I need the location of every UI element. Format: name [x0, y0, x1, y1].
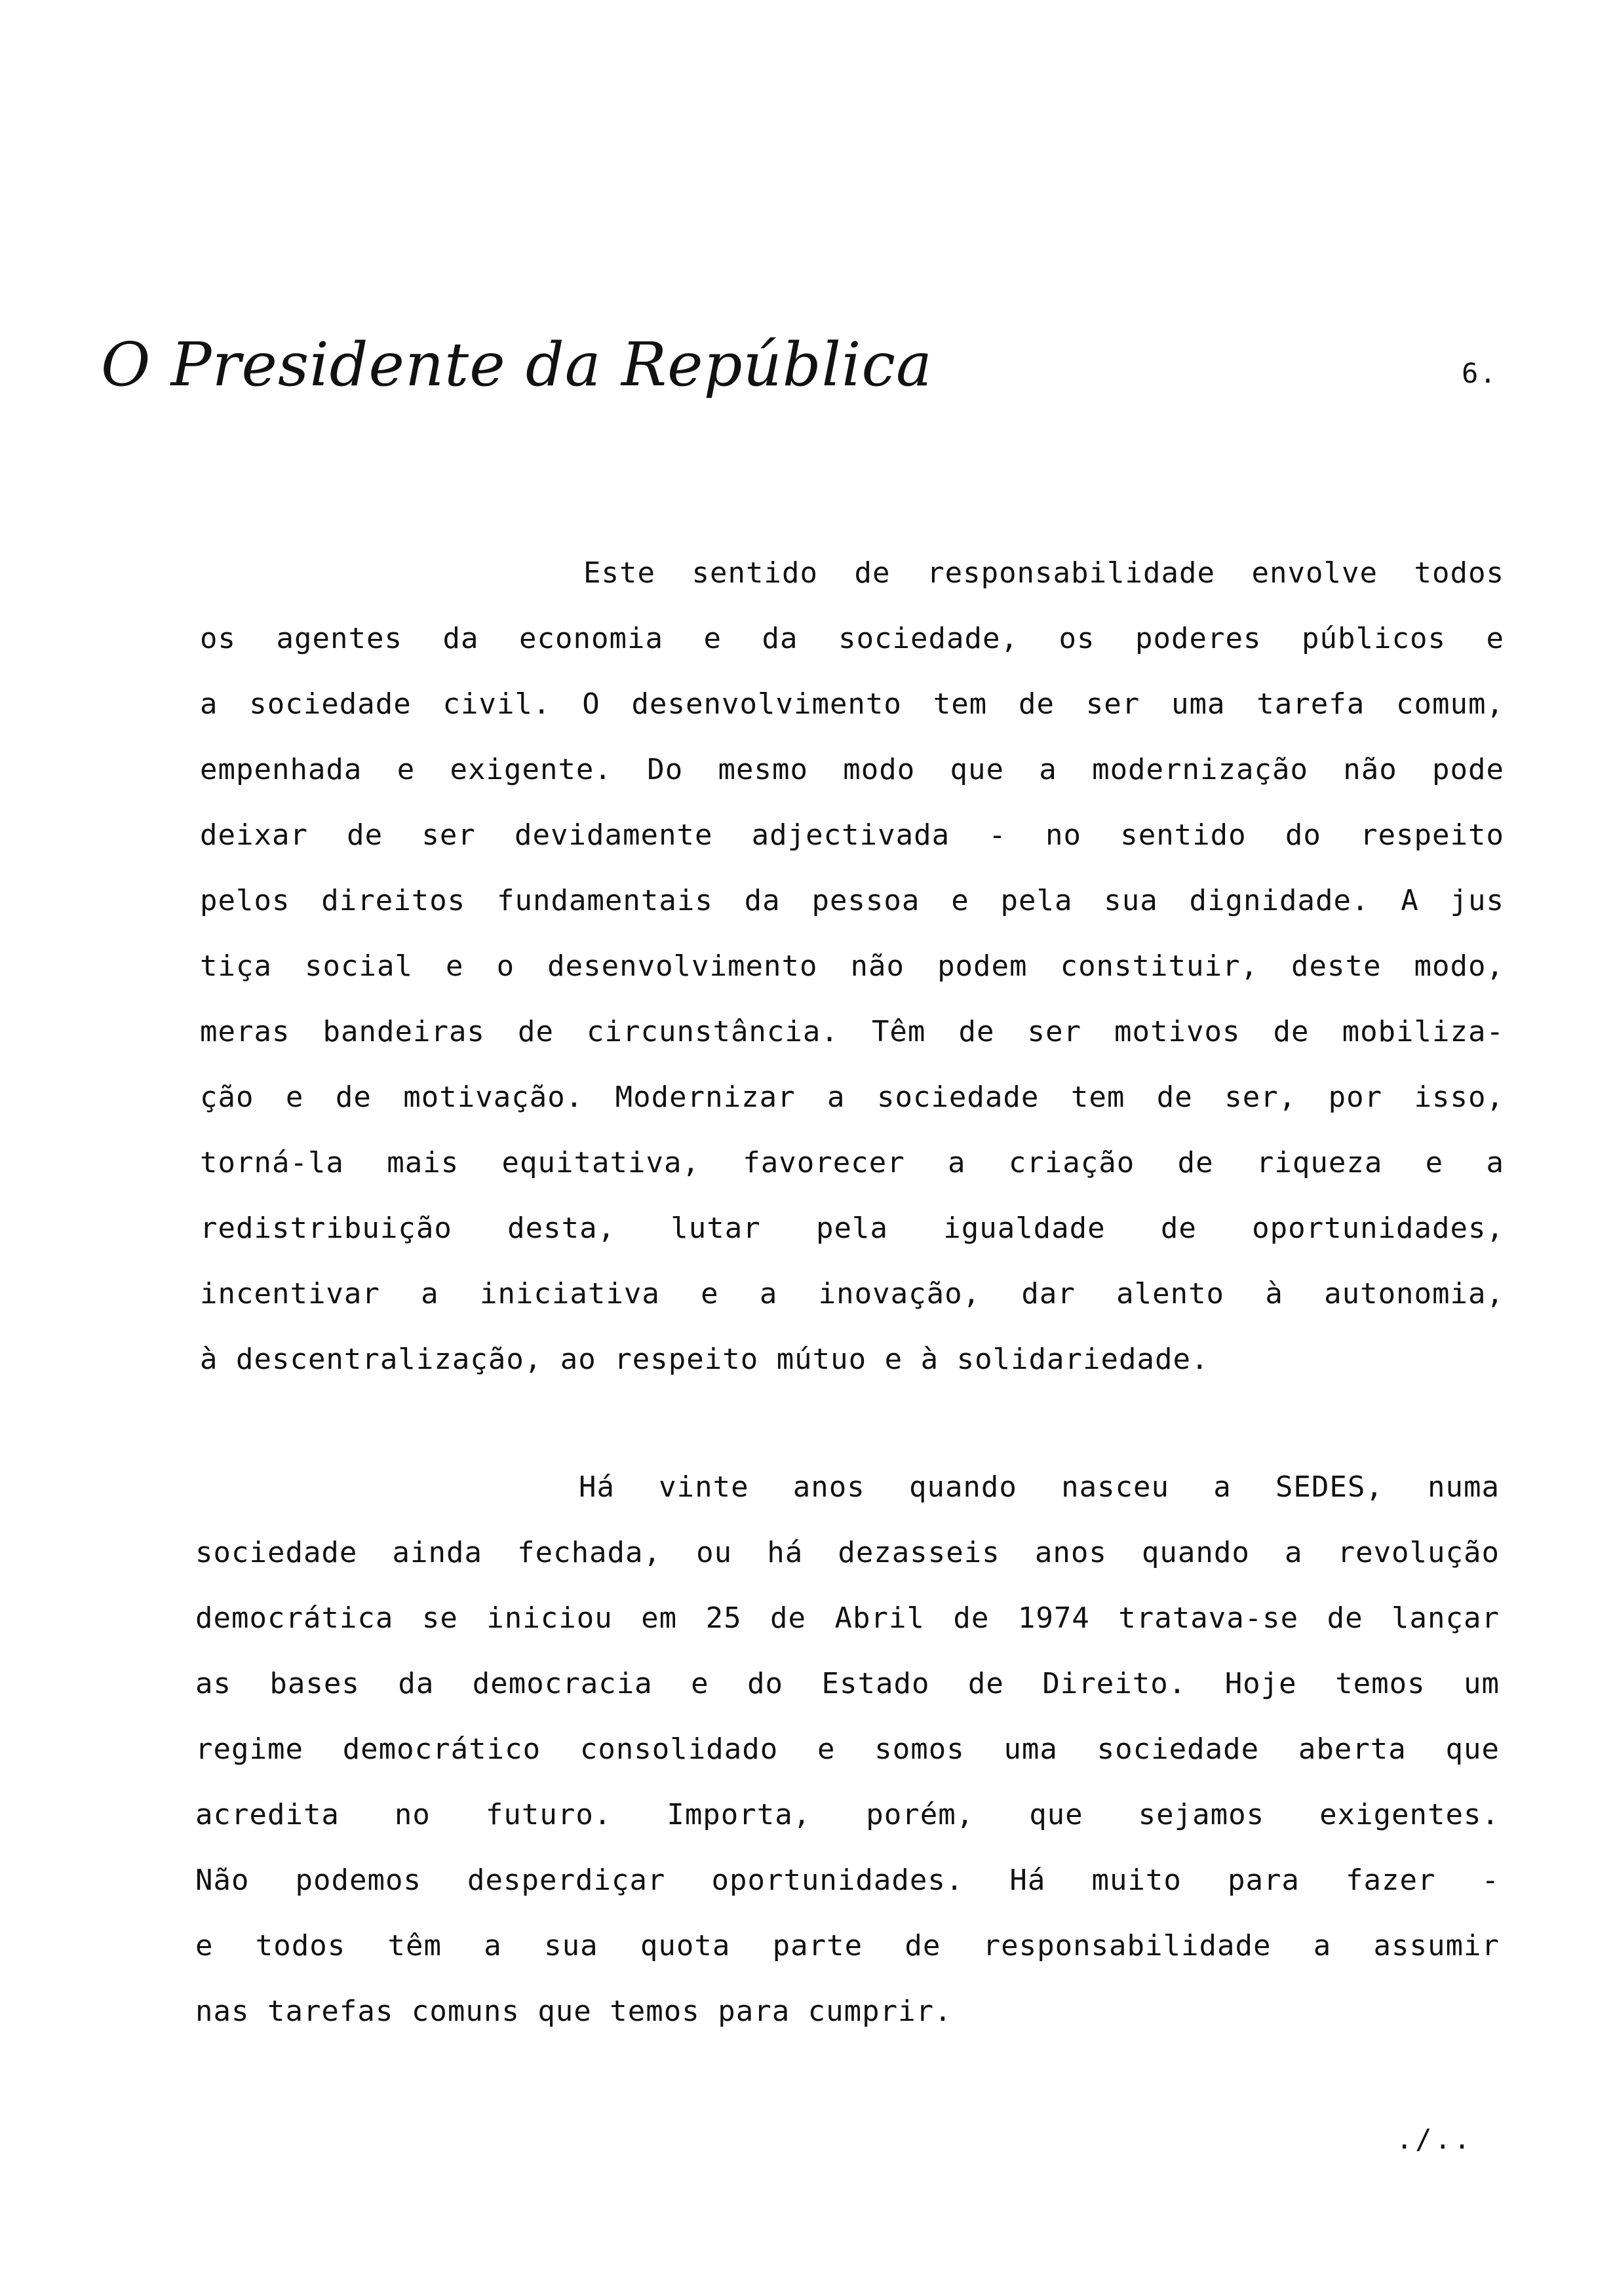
paragraph-line: nas tarefas comuns que temos para cumprir.: [195, 1995, 952, 2028]
paragraph-line: a sociedade civil. O desenvolvimento tem de ser uma tarefa comum,: [200, 687, 1504, 721]
paragraph-line: os agentes da economia e da sociedade, os poderes públicos e: [200, 622, 1504, 655]
page-number: 6.: [1462, 357, 1498, 389]
letterhead-script: [98, 308, 933, 419]
paragraph-line: democrática se iniciou em 25 de Abril de 1974 tratava-se de lançar: [195, 1601, 1500, 1635]
letterhead: [98, 308, 933, 419]
paragraph-line: as bases da democracia e do Estado de Direito. Hoje temos um: [195, 1667, 1500, 1700]
paragraph-line: ção e de motivação. Modernizar a sociedade tem de ser, por isso,: [200, 1081, 1504, 1114]
paragraph-line: e todos têm a sua quota parte de responsabilidade a assumir: [195, 1929, 1500, 1962]
letterhead-text: O Presidente da República: [101, 330, 933, 400]
continuation-mark: ./..: [1396, 2123, 1473, 2155]
paragraph-1: [200, 541, 1504, 1392]
paragraph-line: torná-la mais equitativa, favorecer a criação de riqueza e a: [200, 1146, 1504, 1179]
paragraph-line: à descentralização, ao respeito mútuo e à solidariedade.: [200, 1343, 1209, 1376]
paragraph-line: Há vinte anos quando nasceu a SEDES, numa: [579, 1470, 1500, 1504]
paragraph-line: pelos direitos fundamentais da pessoa e pela sua dignidade. A jus: [200, 884, 1504, 917]
paragraph-line: Não podemos desperdiçar oportunidades. Há muito para fazer -: [195, 1864, 1500, 1897]
paragraph-line: acredita no futuro. Importa, porém, que sejamos exigentes.: [195, 1798, 1500, 1831]
paragraph-line: meras bandeiras de circunstância. Têm de ser motivos de mobiliza-: [200, 1015, 1504, 1048]
paragraph-line: regime democrático consolidado e somos uma sociedade aberta que: [195, 1732, 1500, 1766]
paragraph-line: sociedade ainda fechada, ou há dezasseis anos quando a revolução: [195, 1536, 1500, 1569]
paragraph-line: empenhada e exigente. Do mesmo modo que a modernização não pode: [200, 753, 1504, 786]
paragraph-line: incentivar a iniciativa e a inovação, dar alento à autonomia,: [200, 1277, 1504, 1311]
paragraph-line: Este sentido de responsabilidade envolve todos: [583, 556, 1504, 590]
paragraph-2: [195, 1455, 1500, 2044]
paragraph-line: deixar de ser devidamente adjectivada - no sentido do respeito: [200, 818, 1504, 852]
paragraph-line: tiça social e o desenvolvimento não podem constituir, deste modo,: [200, 949, 1504, 983]
paragraph-line: redistribuição desta, lutar pela igualdade de oportunidades,: [200, 1212, 1504, 1245]
